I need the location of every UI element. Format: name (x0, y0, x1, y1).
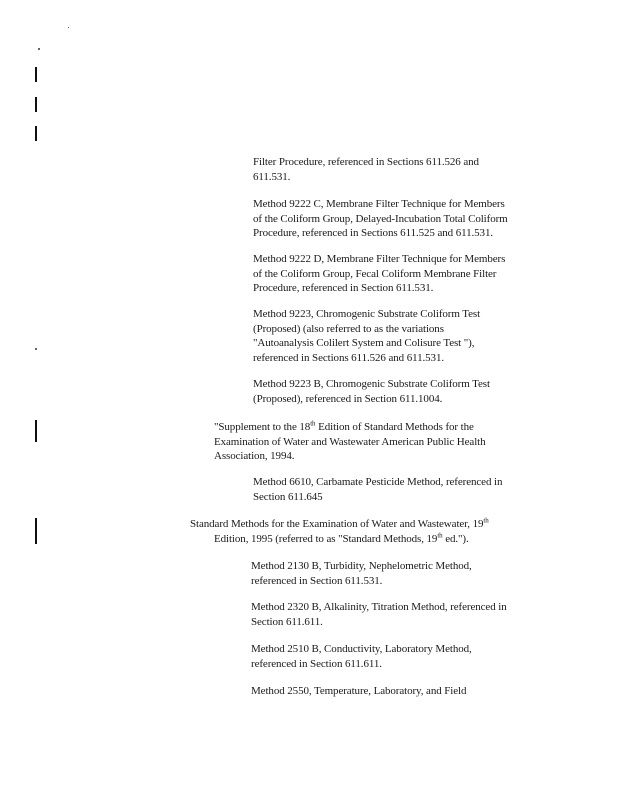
revision-bar (35, 97, 37, 112)
revision-bar (35, 420, 37, 442)
paragraph-standard-methods-19th-edition (190, 517, 489, 546)
text-line: Method 9223, Chromogenic Substrate Coliform Test (253, 308, 481, 320)
text-line: 611.531. (253, 170, 291, 183)
text-line: Filter Procedure, referenced in Sections 611.526 and (253, 156, 479, 168)
text-line: referenced in Sections 611.526 and 611.531. (253, 351, 444, 364)
scan-speck (35, 348, 37, 350)
text-line: Method 2550, Temperature, Laboratory, and Field (251, 685, 467, 697)
text-line: Association, 1994. (214, 450, 295, 462)
text-fragment: "Supplement to the 18 (214, 421, 311, 433)
text-fragment: ed."). (442, 532, 469, 545)
text-line: Method 6610, Carbamate Pesticide Method, referenced in (253, 476, 503, 488)
text-line: Method 2320 B, Alkalinity, Titration Method, referenced in (251, 601, 507, 613)
text-line: (Proposed) (also referred to as the variations (253, 322, 444, 335)
text-line: "Autoanalysis Colilert System and Colisure Test "), (253, 337, 475, 349)
revision-bar (35, 67, 37, 82)
text-line: Procedure, referenced in Sections 611.525 and 611.531. (253, 227, 493, 239)
text-line: Examination of Water and Wastewater American Public Health (214, 435, 486, 448)
scan-speck (38, 48, 40, 50)
paragraph-method-9223 (253, 307, 480, 365)
text-fragment: Standard Methods for the Examination of Water and Wastewater, 19 (190, 518, 484, 530)
paragraph-method-2130b (251, 559, 472, 588)
text-fragment: Edition, 1995 (referred to as "Standard Methods, 19 (214, 532, 438, 545)
paragraph-method-9222c (253, 197, 508, 241)
text-fragment: Edition of Standard Methods for the (315, 421, 474, 433)
scan-speck (68, 27, 69, 28)
text-line: Method 9222 C, Membrane Filter Technique for Members (253, 198, 505, 210)
text-line: Method 9222 D, Membrane Filter Technique for Members (253, 253, 506, 265)
paragraph-method-2550 (251, 684, 466, 699)
text-line (214, 420, 486, 435)
text-line (190, 517, 489, 532)
revision-bar (35, 518, 37, 544)
paragraph-method-9223b (253, 377, 490, 406)
text-line: referenced in Section 611.531. (251, 574, 383, 587)
revision-bar (35, 126, 37, 141)
paragraph-method-9222d (253, 252, 505, 296)
paragraph-method-2320b (251, 600, 507, 629)
text-line: of the Coliform Group, Fecal Coliform Membrane Filter (253, 267, 497, 280)
text-line: Method 2130 B, Turbidity, Nephelometric Method, (251, 560, 472, 572)
paragraph-method-2510b (251, 642, 472, 671)
text-line: (Proposed), referenced in Section 611.1004. (253, 392, 443, 405)
text-line: Method 2510 B, Conductivity, Laboratory Method, (251, 643, 472, 655)
text-line: Section 611.611. (251, 615, 323, 628)
paragraph-supplement-18th-edition (214, 420, 486, 464)
paragraph-filter-procedure (253, 155, 479, 184)
text-line (190, 532, 489, 547)
text-line: Procedure, referenced in Section 611.531. (253, 282, 434, 294)
text-line: Section 611.645 (253, 490, 323, 503)
paragraph-method-6610 (253, 475, 502, 504)
text-line: referenced in Section 611.611. (251, 657, 382, 670)
text-line: Method 9223 B, Chromogenic Substrate Coliform Test (253, 378, 490, 390)
superscript: th (483, 516, 489, 525)
superscript: th (437, 530, 443, 539)
superscript: th (310, 419, 316, 428)
text-line: of the Coliform Group, Delayed-Incubation Total Coliform (253, 212, 508, 225)
